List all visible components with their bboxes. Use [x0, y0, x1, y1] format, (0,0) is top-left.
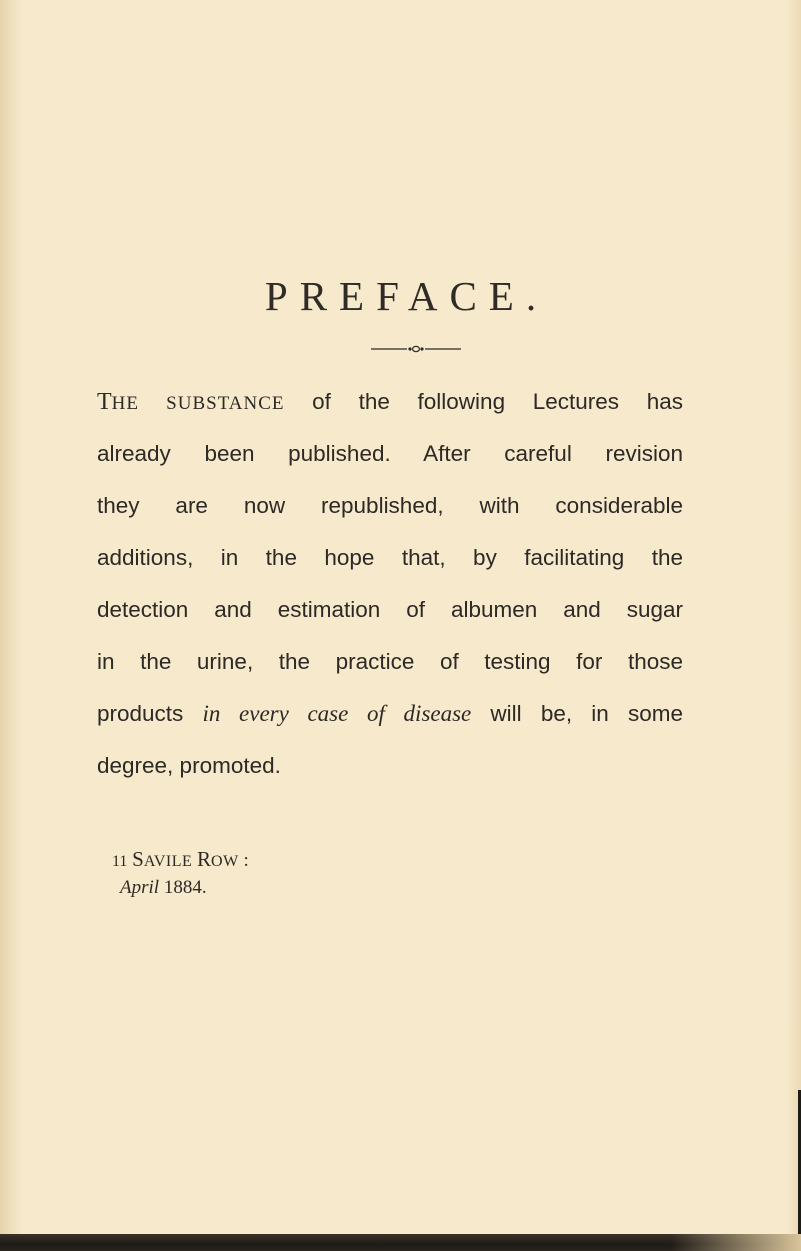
street-small-caps: AVILE	[143, 853, 193, 870]
line-text: of the following Lectures has	[284, 389, 683, 414]
street-cap: S	[132, 847, 144, 871]
paragraph-line	[97, 688, 683, 740]
paragraph-line	[97, 376, 683, 428]
page-title: PREFACE.	[264, 273, 549, 319]
preface-paragraph	[97, 376, 683, 792]
line-text: will be, in some	[471, 701, 683, 726]
lead-in	[97, 389, 285, 415]
street-small-caps: OW	[211, 853, 239, 870]
ornament-divider-icon	[371, 343, 461, 355]
address-number: 11	[112, 853, 128, 870]
lead-small-caps: HE SUBSTANCE	[111, 393, 285, 414]
page-bottom-edge	[0, 1234, 801, 1251]
date-year: 1884.	[159, 877, 207, 898]
address-line	[112, 846, 249, 875]
date-month: April	[120, 877, 160, 898]
signature-block	[112, 846, 249, 901]
line-text: products	[97, 701, 203, 726]
street-cap: R	[197, 847, 212, 871]
date-line	[112, 875, 249, 901]
paragraph-line: already been published. After careful revision	[97, 441, 683, 466]
paragraph-line: in the urine, the practice of testing for those	[97, 649, 683, 674]
paragraph-line: detection and estimation of albumen and sugar	[97, 597, 683, 622]
paragraph-line: they are now republished, with considerable	[97, 493, 683, 518]
street-punct: :	[238, 850, 249, 871]
paragraph-line: degree, promoted.	[97, 753, 281, 778]
italic-phrase: in every case of disease	[202, 701, 472, 726]
paragraph-line: additions, in the hope that, by facilitating the	[97, 545, 683, 570]
lead-cap: T	[97, 389, 112, 415]
